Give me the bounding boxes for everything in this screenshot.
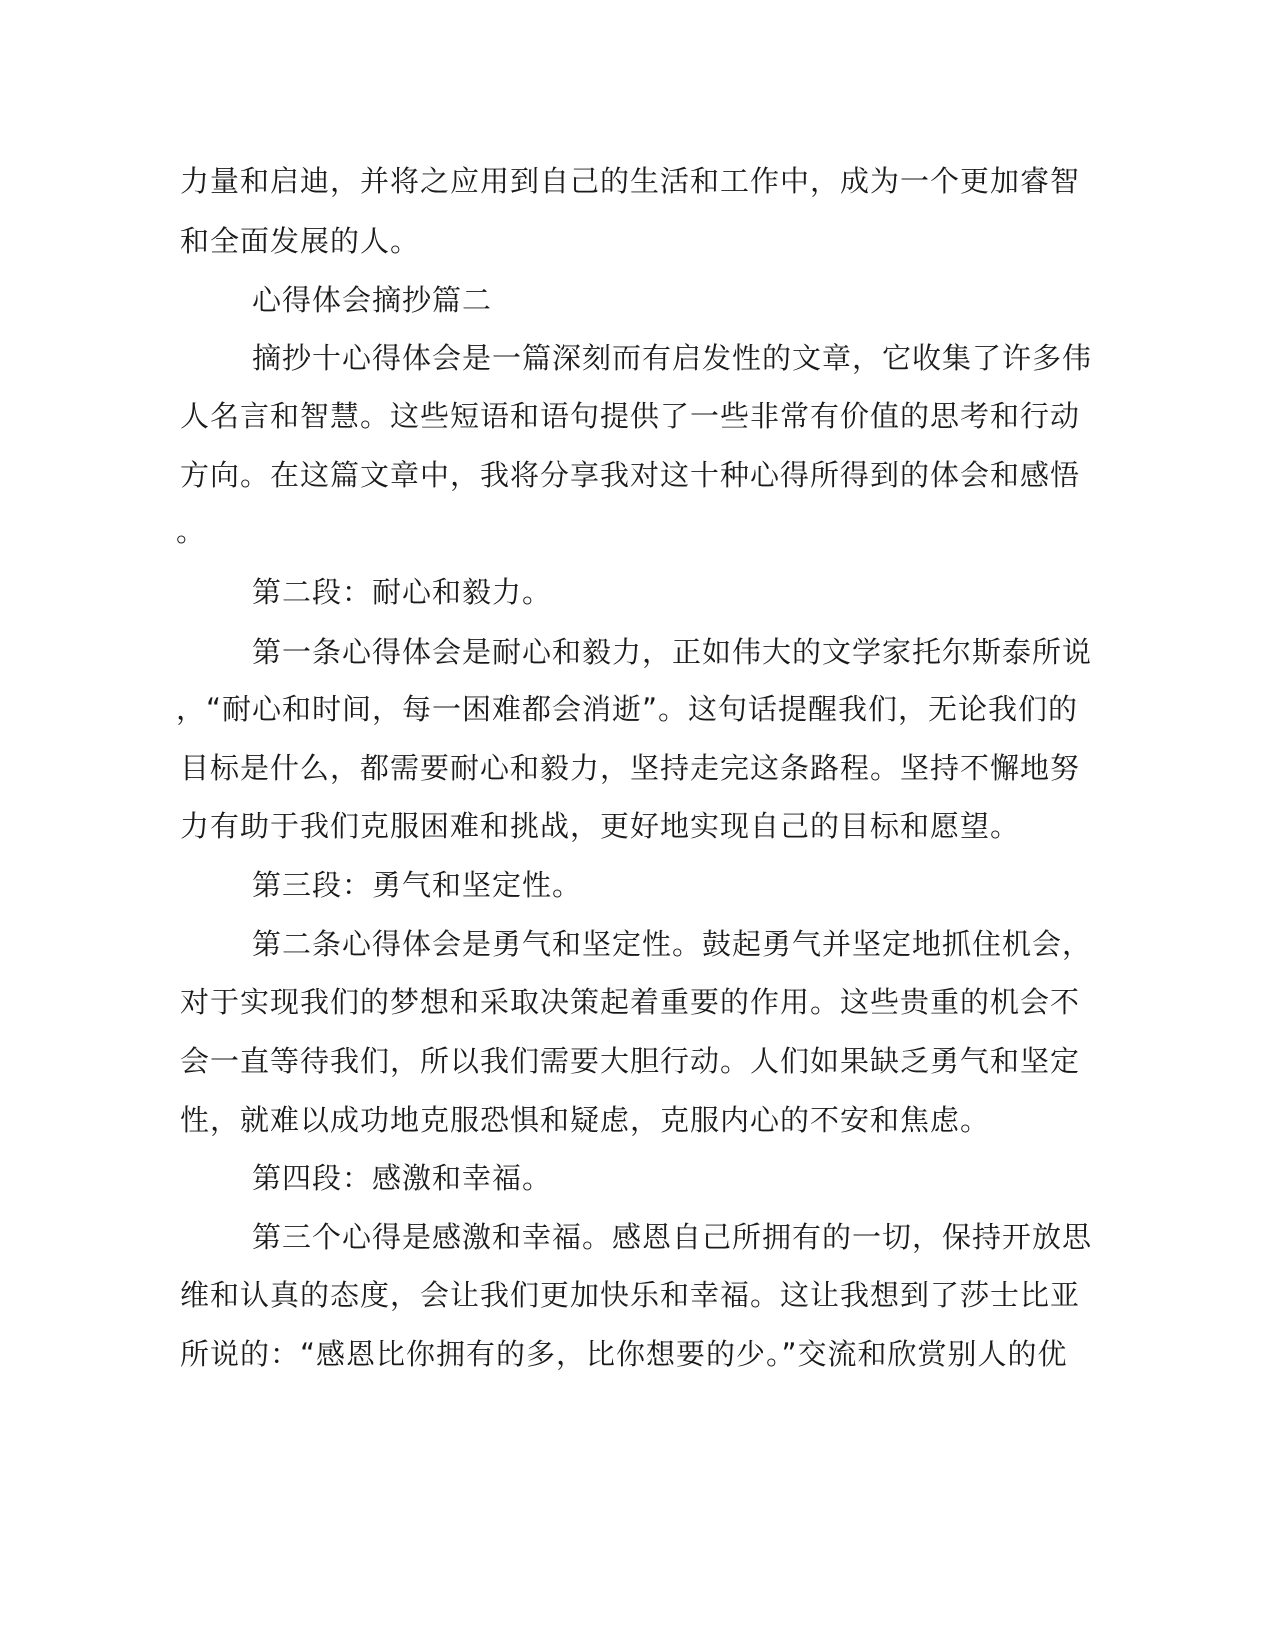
text-line (0, 1100, 1275, 1140)
line-text: 人名言和智慧。这些短语和语句提供了一些非常有价值的思考和行动 (180, 399, 1081, 433)
text-line (0, 221, 1275, 261)
section-heading (0, 1158, 1275, 1198)
text-line (0, 806, 1275, 846)
line-text: ，“耐心和时间，每一困难都会消逝”。这句话提醒我们，无论我们的 (176, 692, 1079, 726)
text-line (0, 161, 1275, 201)
text-line (0, 455, 1275, 495)
text-line (0, 924, 1275, 964)
line-text: 第二条心得体会是勇气和坚定性。鼓起勇气并坚定地抓住机会， (252, 927, 1093, 961)
line-text: 力量和启迪，并将之应用到自己的生活和工作中，成为一个更加睿智 (180, 164, 1081, 198)
text-line (0, 396, 1275, 436)
text-line (0, 511, 1275, 551)
line-text: 第一条心得体会是耐心和毅力，正如伟大的文学家托尔斯泰所说 (252, 635, 1093, 669)
section-heading (0, 572, 1275, 612)
line-text: 第二段：耐心和毅力。 (252, 575, 553, 609)
line-text: 第三个心得是感激和幸福。感恩自己所拥有的一切，保持开放思 (252, 1220, 1093, 1254)
line-text: 性，就难以成功地克服恐惧和疑虑，克服内心的不安和焦虑。 (180, 1103, 991, 1137)
line-text: 第三段：勇气和坚定性。 (252, 868, 583, 902)
line-text: 维和认真的态度，会让我们更加快乐和幸福。这让我想到了莎士比亚 (180, 1278, 1081, 1312)
line-text: 方向。在这篇文章中，我将分享我对这十种心得所得到的体会和感悟 (180, 458, 1081, 492)
section-heading (0, 865, 1275, 905)
text-line (0, 1041, 1275, 1081)
text-line (0, 338, 1275, 378)
line-text: 摘抄十心得体会是一篇深刻而有启发性的文章，它收集了许多伟 (252, 341, 1093, 375)
line-text: 第四段：感激和幸福。 (252, 1161, 553, 1195)
line-text: 力有助于我们克服困难和挑战，更好地实现自己的目标和愿望。 (180, 809, 1021, 843)
text-line (0, 1217, 1275, 1257)
line-text: 心得体会摘抄篇二 (252, 283, 493, 317)
line-text: 目标是什么，都需要耐心和毅力，坚持走完这条路程。坚持不懈地努 (180, 751, 1081, 785)
text-line (0, 748, 1275, 788)
text-line (0, 689, 1275, 729)
text-line (0, 1275, 1275, 1315)
line-text: 对于实现我们的梦想和采取决策起着重要的作用。这些贵重的机会不 (180, 985, 1081, 1019)
text-line (0, 1334, 1275, 1374)
line-text: 所说的：“感恩比你拥有的多，比你想要的少。”交流和欣赏别人的优 (180, 1337, 1068, 1371)
text-line (0, 982, 1275, 1022)
line-text: 和全面发展的人。 (180, 224, 421, 258)
section-title (0, 280, 1275, 320)
line-text: 。 (176, 514, 207, 548)
text-line (0, 632, 1275, 672)
line-text: 会一直等待我们，所以我们需要大胆行动。人们如果缺乏勇气和坚定 (180, 1044, 1081, 1078)
